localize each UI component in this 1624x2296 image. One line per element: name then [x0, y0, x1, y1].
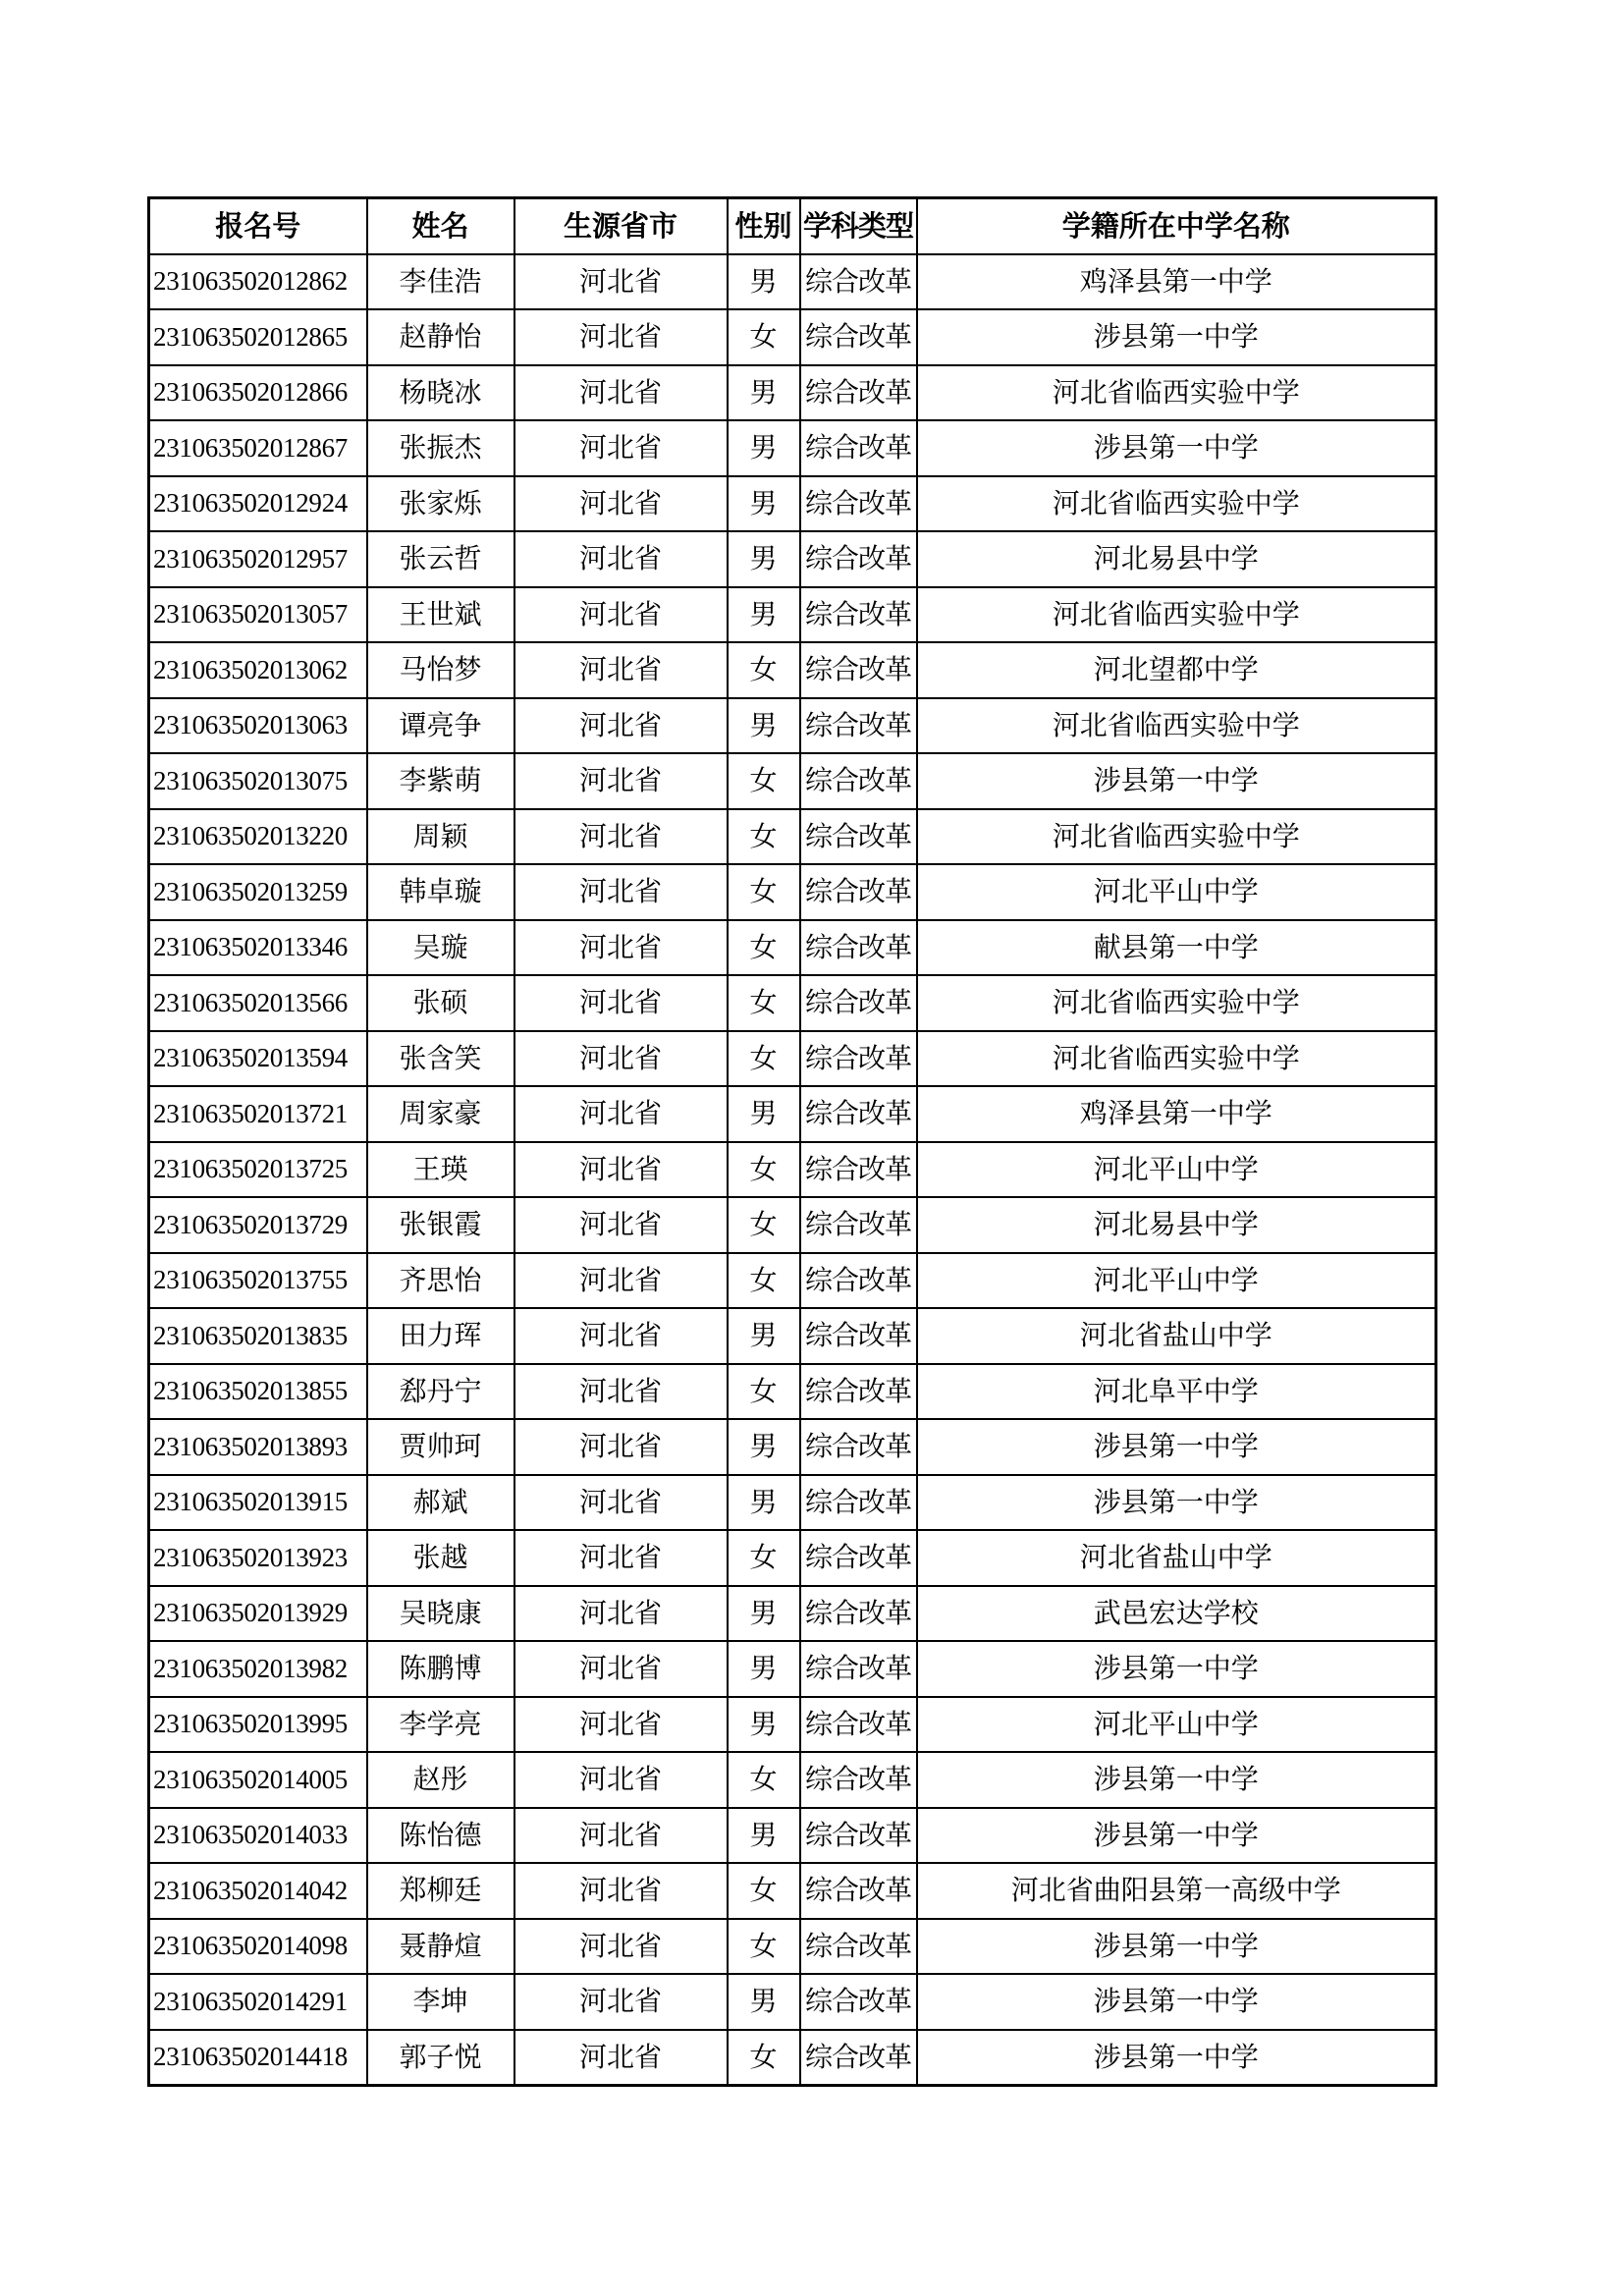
subject-type-cell: 综合改革: [800, 531, 917, 587]
gender-cell: 女: [728, 2030, 800, 2086]
table-row: [149, 309, 1436, 365]
school-name-cell: 河北省曲阳县第一高级中学: [917, 1863, 1436, 1919]
source-province-cell: 河北省: [514, 531, 728, 587]
name-cell: 谭亮争: [367, 698, 514, 754]
school-name-cell: 河北易县中学: [917, 531, 1436, 587]
source-province-cell: 河北省: [514, 1031, 728, 1087]
school-name-cell: 河北省临西实验中学: [917, 476, 1436, 532]
source-province-cell: 河北省: [514, 365, 728, 421]
registration-number-cell: 231063502014033: [149, 1808, 367, 1864]
subject-type-cell: 综合改革: [800, 1142, 917, 1198]
registration-number-cell: 231063502013063: [149, 698, 367, 754]
subject-type-cell: 综合改革: [800, 2030, 917, 2086]
source-province-cell: 河北省: [514, 2030, 728, 2086]
school-name-cell: 涉县第一中学: [917, 1641, 1436, 1697]
school-name-cell: 鸡泽县第一中学: [917, 254, 1436, 310]
school-name-cell: 涉县第一中学: [917, 420, 1436, 476]
header-school-name: 学籍所在中学名称: [917, 198, 1436, 254]
gender-cell: 男: [728, 1586, 800, 1642]
table-row: [149, 254, 1436, 310]
registration-number-cell: 231063502013259: [149, 864, 367, 920]
subject-type-cell: 综合改革: [800, 1364, 917, 1420]
school-name-cell: 鸡泽县第一中学: [917, 1086, 1436, 1142]
table-row: [149, 1919, 1436, 1975]
subject-type-cell: 综合改革: [800, 476, 917, 532]
table-row: [149, 531, 1436, 587]
table-row: [149, 1364, 1436, 1420]
gender-cell: 女: [728, 1919, 800, 1975]
source-province-cell: 河北省: [514, 1974, 728, 2030]
gender-cell: 女: [728, 975, 800, 1031]
registration-number-cell: 231063502013057: [149, 587, 367, 643]
table-row: [149, 753, 1436, 809]
school-name-cell: 河北平山中学: [917, 1697, 1436, 1753]
source-province-cell: 河北省: [514, 1641, 728, 1697]
table-row: [149, 2030, 1436, 2086]
subject-type-cell: 综合改革: [800, 864, 917, 920]
school-name-cell: 涉县第一中学: [917, 1475, 1436, 1531]
subject-type-cell: 综合改革: [800, 365, 917, 421]
subject-type-cell: 综合改革: [800, 698, 917, 754]
school-name-cell: 献县第一中学: [917, 920, 1436, 976]
subject-type-cell: 综合改革: [800, 420, 917, 476]
subject-type-cell: 综合改革: [800, 809, 917, 865]
school-name-cell: 河北省盐山中学: [917, 1530, 1436, 1586]
school-name-cell: 河北省临西实验中学: [917, 1031, 1436, 1087]
registration-number-cell: 231063502012862: [149, 254, 367, 310]
subject-type-cell: 综合改革: [800, 309, 917, 365]
header-subject-type: 学科类型: [800, 198, 917, 254]
source-province-cell: 河北省: [514, 1475, 728, 1531]
school-name-cell: 涉县第一中学: [917, 1919, 1436, 1975]
table-row: [149, 642, 1436, 698]
registration-number-cell: 231063502013893: [149, 1419, 367, 1475]
name-cell: 张云哲: [367, 531, 514, 587]
registration-number-cell: 231063502013929: [149, 1586, 367, 1642]
subject-type-cell: 综合改革: [800, 1697, 917, 1753]
name-cell: 赵彤: [367, 1752, 514, 1808]
gender-cell: 女: [728, 642, 800, 698]
gender-cell: 女: [728, 920, 800, 976]
school-name-cell: 河北省临西实验中学: [917, 365, 1436, 421]
gender-cell: 男: [728, 587, 800, 643]
registration-number-cell: 231063502012866: [149, 365, 367, 421]
registration-number-cell: 231063502013220: [149, 809, 367, 865]
gender-cell: 男: [728, 1641, 800, 1697]
source-province-cell: 河北省: [514, 1197, 728, 1253]
gender-cell: 男: [728, 254, 800, 310]
registration-number-cell: 231063502013062: [149, 642, 367, 698]
table-row: [149, 1086, 1436, 1142]
registration-number-cell: 231063502013755: [149, 1253, 367, 1309]
name-cell: 陈鹏博: [367, 1641, 514, 1697]
school-name-cell: 河北省盐山中学: [917, 1308, 1436, 1364]
name-cell: 齐思怡: [367, 1253, 514, 1309]
subject-type-cell: 综合改革: [800, 1586, 917, 1642]
gender-cell: 男: [728, 1475, 800, 1531]
table-row: [149, 1031, 1436, 1087]
name-cell: 王瑛: [367, 1142, 514, 1198]
header-registration-number: 报名号: [149, 198, 367, 254]
name-cell: 杨晓冰: [367, 365, 514, 421]
gender-cell: 女: [728, 309, 800, 365]
registration-number-cell: 231063502013855: [149, 1364, 367, 1420]
gender-cell: 男: [728, 1308, 800, 1364]
source-province-cell: 河北省: [514, 476, 728, 532]
name-cell: 郄丹宁: [367, 1364, 514, 1420]
name-cell: 周颖: [367, 809, 514, 865]
name-cell: 李佳浩: [367, 254, 514, 310]
gender-cell: 男: [728, 1419, 800, 1475]
gender-cell: 女: [728, 1752, 800, 1808]
school-name-cell: 涉县第一中学: [917, 309, 1436, 365]
table-row: [149, 698, 1436, 754]
subject-type-cell: 综合改革: [800, 1530, 917, 1586]
source-province-cell: 河北省: [514, 1308, 728, 1364]
subject-type-cell: 综合改革: [800, 1863, 917, 1919]
subject-type-cell: 综合改革: [800, 1419, 917, 1475]
gender-cell: 女: [728, 1142, 800, 1198]
school-name-cell: 河北阜平中学: [917, 1364, 1436, 1420]
school-name-cell: 河北省临西实验中学: [917, 809, 1436, 865]
source-province-cell: 河北省: [514, 1364, 728, 1420]
gender-cell: 女: [728, 1364, 800, 1420]
registration-number-cell: 231063502014098: [149, 1919, 367, 1975]
table-row: [149, 1419, 1436, 1475]
registration-number-cell: 231063502012867: [149, 420, 367, 476]
source-province-cell: 河北省: [514, 1586, 728, 1642]
table-row: [149, 975, 1436, 1031]
gender-cell: 男: [728, 698, 800, 754]
gender-cell: 男: [728, 1974, 800, 2030]
source-province-cell: 河北省: [514, 1253, 728, 1309]
name-cell: 张越: [367, 1530, 514, 1586]
registration-number-cell: 231063502014291: [149, 1974, 367, 2030]
source-province-cell: 河北省: [514, 642, 728, 698]
name-cell: 张硕: [367, 975, 514, 1031]
table-row: [149, 1808, 1436, 1864]
table-row: [149, 476, 1436, 532]
table-row: [149, 1863, 1436, 1919]
registration-number-cell: 231063502012957: [149, 531, 367, 587]
header-name: 姓名: [367, 198, 514, 254]
registration-number-cell: 231063502013725: [149, 1142, 367, 1198]
subject-type-cell: 综合改革: [800, 1308, 917, 1364]
source-province-cell: 河北省: [514, 1863, 728, 1919]
table-row: [149, 864, 1436, 920]
school-name-cell: 武邑宏达学校: [917, 1586, 1436, 1642]
subject-type-cell: 综合改革: [800, 1475, 917, 1531]
school-name-cell: 涉县第一中学: [917, 1974, 1436, 2030]
subject-type-cell: 综合改革: [800, 1031, 917, 1087]
source-province-cell: 河北省: [514, 1142, 728, 1198]
school-name-cell: 涉县第一中学: [917, 2030, 1436, 2086]
name-cell: 贾帅珂: [367, 1419, 514, 1475]
table-row: [149, 1586, 1436, 1642]
registration-number-cell: 231063502013721: [149, 1086, 367, 1142]
registration-number-cell: 231063502012924: [149, 476, 367, 532]
school-name-cell: 河北平山中学: [917, 1142, 1436, 1198]
subject-type-cell: 综合改革: [800, 1086, 917, 1142]
source-province-cell: 河北省: [514, 753, 728, 809]
registration-number-cell: 231063502013982: [149, 1641, 367, 1697]
roster-table: [147, 196, 1437, 2087]
source-province-cell: 河北省: [514, 587, 728, 643]
table-row: [149, 1253, 1436, 1309]
name-cell: 郝斌: [367, 1475, 514, 1531]
registration-number-cell: 231063502013923: [149, 1530, 367, 1586]
table-row: [149, 1974, 1436, 2030]
name-cell: 李坤: [367, 1974, 514, 2030]
school-name-cell: 河北平山中学: [917, 864, 1436, 920]
gender-cell: 男: [728, 476, 800, 532]
header-source-province: 生源省市: [514, 198, 728, 254]
source-province-cell: 河北省: [514, 1919, 728, 1975]
registration-number-cell: 231063502013835: [149, 1308, 367, 1364]
gender-cell: 女: [728, 1530, 800, 1586]
name-cell: 张银霞: [367, 1197, 514, 1253]
source-province-cell: 河北省: [514, 309, 728, 365]
gender-cell: 男: [728, 365, 800, 421]
gender-cell: 男: [728, 1086, 800, 1142]
registration-number-cell: 231063502013075: [149, 753, 367, 809]
school-name-cell: 河北望都中学: [917, 642, 1436, 698]
registration-number-cell: 231063502012865: [149, 309, 367, 365]
source-province-cell: 河北省: [514, 1697, 728, 1753]
registration-number-cell: 231063502013594: [149, 1031, 367, 1087]
source-province-cell: 河北省: [514, 698, 728, 754]
name-cell: 张含笑: [367, 1031, 514, 1087]
subject-type-cell: 综合改革: [800, 1641, 917, 1697]
school-name-cell: 涉县第一中学: [917, 1419, 1436, 1475]
subject-type-cell: 综合改革: [800, 1197, 917, 1253]
table-row: [149, 420, 1436, 476]
table-row: [149, 1697, 1436, 1753]
source-province-cell: 河北省: [514, 1808, 728, 1864]
gender-cell: 女: [728, 753, 800, 809]
source-province-cell: 河北省: [514, 975, 728, 1031]
name-cell: 吴璇: [367, 920, 514, 976]
source-province-cell: 河北省: [514, 920, 728, 976]
gender-cell: 男: [728, 1808, 800, 1864]
table-row: [149, 1197, 1436, 1253]
registration-number-cell: 231063502013729: [149, 1197, 367, 1253]
source-province-cell: 河北省: [514, 420, 728, 476]
registration-number-cell: 231063502014005: [149, 1752, 367, 1808]
gender-cell: 女: [728, 1253, 800, 1309]
subject-type-cell: 综合改革: [800, 920, 917, 976]
table-row: [149, 587, 1436, 643]
table-row: [149, 365, 1436, 421]
name-cell: 郑柳廷: [367, 1863, 514, 1919]
subject-type-cell: 综合改革: [800, 1919, 917, 1975]
table-row: [149, 809, 1436, 865]
name-cell: 韩卓璇: [367, 864, 514, 920]
school-name-cell: 河北平山中学: [917, 1253, 1436, 1309]
gender-cell: 女: [728, 1031, 800, 1087]
subject-type-cell: 综合改革: [800, 975, 917, 1031]
name-cell: 田力珲: [367, 1308, 514, 1364]
registration-number-cell: 231063502013566: [149, 975, 367, 1031]
subject-type-cell: 综合改革: [800, 587, 917, 643]
table-row: [149, 1142, 1436, 1198]
gender-cell: 女: [728, 1197, 800, 1253]
school-name-cell: 涉县第一中学: [917, 753, 1436, 809]
registration-number-cell: 231063502014418: [149, 2030, 367, 2086]
name-cell: 陈怡德: [367, 1808, 514, 1864]
name-cell: 马怡梦: [367, 642, 514, 698]
table-row: [149, 1308, 1436, 1364]
name-cell: 张家烁: [367, 476, 514, 532]
subject-type-cell: 综合改革: [800, 642, 917, 698]
source-province-cell: 河北省: [514, 1419, 728, 1475]
table-row: [149, 1530, 1436, 1586]
subject-type-cell: 综合改革: [800, 1808, 917, 1864]
name-cell: 郭子悦: [367, 2030, 514, 2086]
gender-cell: 男: [728, 420, 800, 476]
registration-number-cell: 231063502013346: [149, 920, 367, 976]
source-province-cell: 河北省: [514, 1530, 728, 1586]
name-cell: 吴晓康: [367, 1586, 514, 1642]
school-name-cell: 河北省临西实验中学: [917, 698, 1436, 754]
source-province-cell: 河北省: [514, 809, 728, 865]
name-cell: 李紫萌: [367, 753, 514, 809]
source-province-cell: 河北省: [514, 254, 728, 310]
table-row: [149, 1475, 1436, 1531]
gender-cell: 女: [728, 864, 800, 920]
school-name-cell: 河北易县中学: [917, 1197, 1436, 1253]
name-cell: 李学亮: [367, 1697, 514, 1753]
table-body: [149, 254, 1436, 2086]
school-name-cell: 河北省临西实验中学: [917, 587, 1436, 643]
name-cell: 聂静煊: [367, 1919, 514, 1975]
subject-type-cell: 综合改革: [800, 1974, 917, 2030]
table-header: [149, 198, 1436, 254]
name-cell: 张振杰: [367, 420, 514, 476]
header-gender: 性别: [728, 198, 800, 254]
subject-type-cell: 综合改革: [800, 753, 917, 809]
subject-type-cell: 综合改革: [800, 1752, 917, 1808]
source-province-cell: 河北省: [514, 864, 728, 920]
school-name-cell: 涉县第一中学: [917, 1808, 1436, 1864]
school-name-cell: 涉县第一中学: [917, 1752, 1436, 1808]
registration-number-cell: 231063502013995: [149, 1697, 367, 1753]
gender-cell: 女: [728, 809, 800, 865]
subject-type-cell: 综合改革: [800, 1253, 917, 1309]
gender-cell: 女: [728, 1863, 800, 1919]
registration-number-cell: 231063502014042: [149, 1863, 367, 1919]
school-name-cell: 河北省临西实验中学: [917, 975, 1436, 1031]
subject-type-cell: 综合改革: [800, 254, 917, 310]
source-province-cell: 河北省: [514, 1752, 728, 1808]
name-cell: 赵静怡: [367, 309, 514, 365]
table-row: [149, 1641, 1436, 1697]
table-row: [149, 1752, 1436, 1808]
table-row: [149, 920, 1436, 976]
source-province-cell: 河北省: [514, 1086, 728, 1142]
gender-cell: 男: [728, 531, 800, 587]
name-cell: 王世斌: [367, 587, 514, 643]
gender-cell: 男: [728, 1697, 800, 1753]
registration-number-cell: 231063502013915: [149, 1475, 367, 1531]
name-cell: 周家豪: [367, 1086, 514, 1142]
header-row: [149, 198, 1436, 254]
